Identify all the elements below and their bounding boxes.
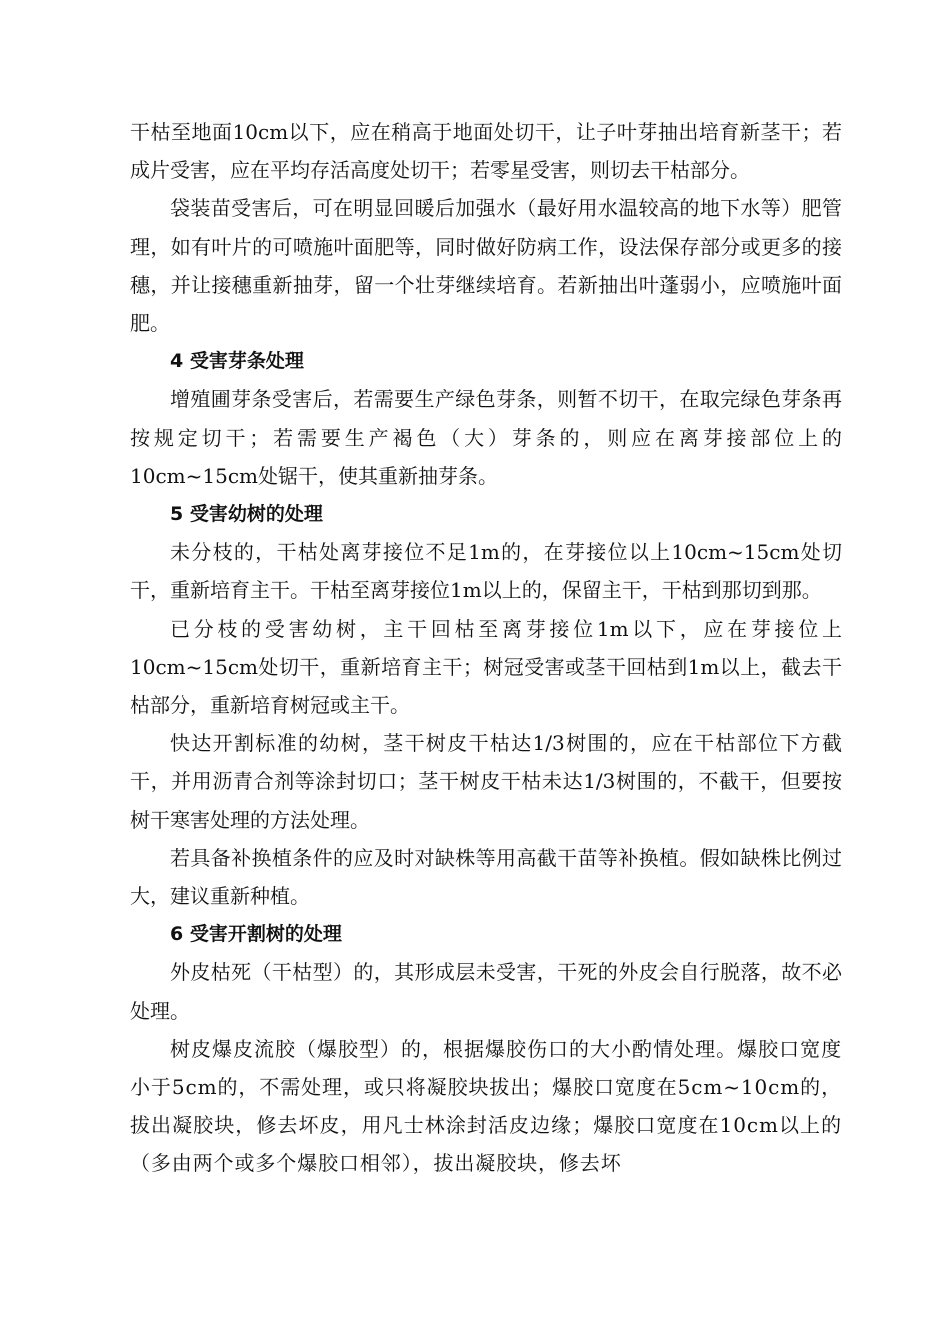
paragraph-cut-stem: 干枯至地面10cm以下，应在稍高于地面处切干，让子叶芽抽出培育新茎干；若成片受害，应在平均存活高度处切干；若零星受害，则切去干枯部分。 — [130, 120, 842, 183]
section-heading-4: 4 受害芽条处理 — [170, 350, 304, 373]
paragraph-branched-trees: 已分枝的受害幼树，主干回枯至离芽接位1m以下，应在芽接位上10cm~15cm处切干，重新培育主干；树冠受害或茎干回枯到1m以上，截去干枯部分，重新培育树冠或主干。 — [130, 616, 842, 718]
section-heading-5: 5 受害幼树的处理 — [170, 503, 323, 526]
paragraph-budwood: 增殖圃芽条受害后，若需要生产绿色芽条，则暂不切干，在取完绿色芽条再按规定切干；若需要生产褐色（大）芽条的，则应在离芽接部位上的10cm~15cm处锯干，使其重新抽芽条。 — [130, 387, 842, 488]
paragraph-near-tapping-trees: 快达开割标准的幼树，茎干树皮干枯达1/3树围的，应在干枯部位下方截干，并用沥青合剂等涂封切口；茎干树皮干枯未达1/3树围的，不截干，但要按树干寒害处理的方法处理。 — [130, 731, 842, 832]
paragraph-replanting: 若具备补换植条件的应及时对缺株等用高截干苗等补换植。假如缺株比例过大，建议重新种植。 — [130, 845, 842, 909]
paragraph-bagged-seedlings: 袋装苗受害后，可在明显回暖后加强水（最好用水温较高的地下水等）肥管理，如有叶片的可喷施叶面肥等，同时做好防病工作，设法保存部分或更多的接穗，并让接穗重新抽芽，留一个壮芽继续培育。若新抽出叶蓬弱小，应喷施叶面肥。 — [130, 196, 842, 336]
paragraph-dry-bark: 外皮枯死（干枯型）的，其形成层未受害，干死的外皮会自行脱落，故不必处理。 — [130, 960, 842, 1023]
document-page — [130, 113, 842, 1183]
paragraph-latex-burst: 树皮爆皮流胶（爆胶型）的，根据爆胶伤口的大小酌情处理。爆胶口宽度小于5cm的，不需处理，或只将凝胶块拔出；爆胶口宽度在5cm~10cm的，拔出凝胶块，修去坏皮，用凡士林涂封活皮边缘；爆胶口宽度在10cm以上的（多由两个或多个爆胶口相邻），拔出凝胶块，修去坏 — [130, 1036, 842, 1176]
paragraph-unbranched-trees: 未分枝的，干枯处离芽接位不足1m的，在芽接位以上10cm~15cm处切干，重新培育主干。干枯至离芽接位1m以上的，保留主干，干枯到那切到那。 — [130, 540, 842, 603]
section-heading-6: 6 受害开割树的处理 — [170, 923, 342, 946]
